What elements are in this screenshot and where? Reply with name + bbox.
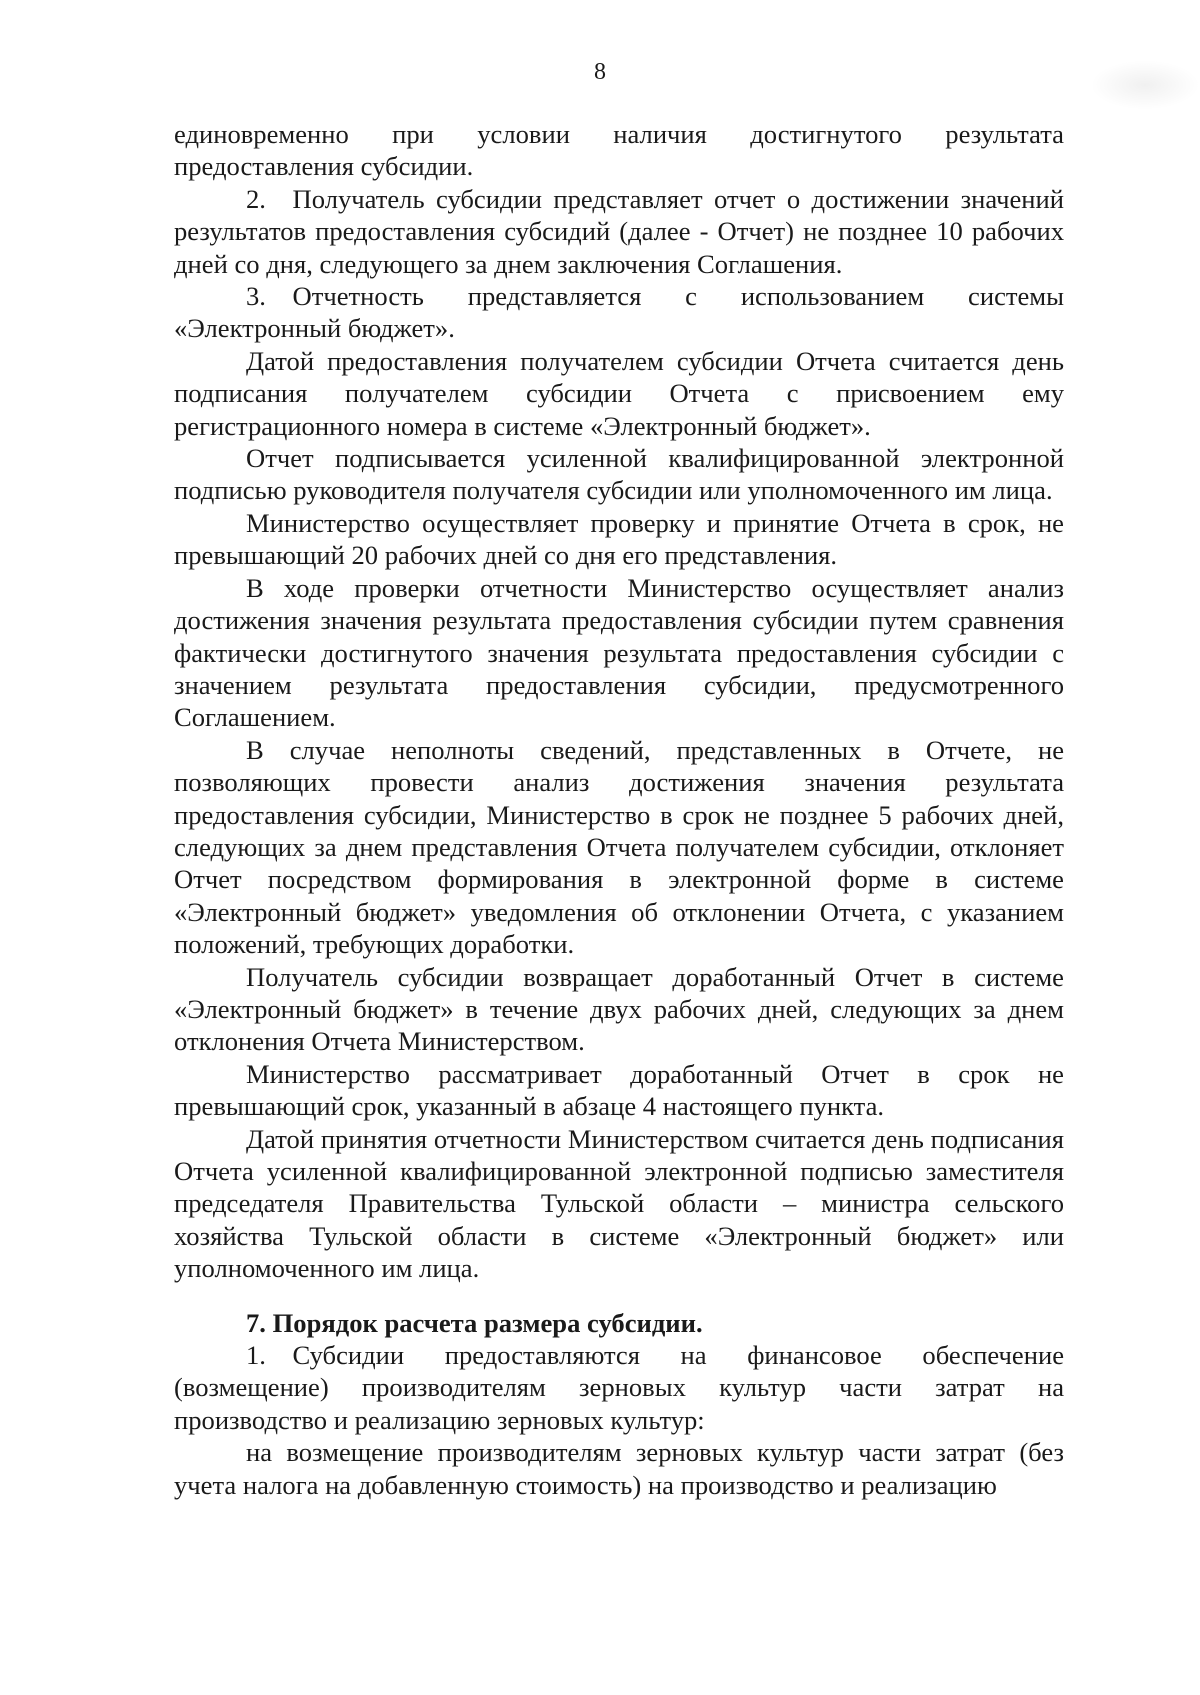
document-body	[174, 118, 1064, 1501]
section-heading: 7. Порядок расчета размера субсидии.	[246, 1307, 703, 1338]
paragraph-ministry-check: Министерство осуществляет проверку и принятие Отчета в срок, не превышающий 20 рабочих дней со дня его представления.	[174, 507, 1064, 571]
paragraph-acceptance-date: Датой принятия отчетности Министерством считается день подписания Отчета усиленной квалифицированной электронной подписью заместителя председателя Правительства Тульской области – министра сельского хозяйства Тульской области в системе «Электронный бюджет» или уполномоченного им лица.	[174, 1123, 1064, 1284]
paragraph-analysis: В ходе проверки отчетности Министерство осуществляет анализ достижения значения результата предоставления субсидии путем сравнения фактически достигнутого значения результата предоставления субсидии с значением результата предоставления субсидии, предусмотренного Соглашением.	[174, 572, 1064, 733]
section-paragraph-2: на возмещение производителям зерновых культур части затрат (без учета налога на добавленную стоимость) на производство и реализацию	[174, 1437, 1064, 1500]
paragraph-item-2: 2. Получатель субсидии представляет отчет о достижении значений результатов предоставления субсидий (далее - Отчет) не позднее 10 рабочих дней со дня, следующего за днем заключения Соглашения.	[174, 183, 1064, 279]
paragraph-report-signature: Отчет подписывается усиленной квалифицированной электронной подписью руководителя получателя субсидии или уполномоченного им лица.	[174, 443, 1064, 506]
paragraph-item-3: 3. Отчетность представляется с использованием системы «Электронный бюджет».	[174, 281, 1064, 344]
page-number: 8	[594, 59, 606, 85]
paragraph-continuation: единовременно при условии наличия достигнутого результата предоставления субсидии.	[174, 119, 1064, 182]
paragraph-return-report: Получатель субсидии возвращает доработанный Отчет в системе «Электронный бюджет» в течение двух рабочих дней, следующих за днем отклонения Отчета Министерством.	[174, 961, 1064, 1057]
paragraph-incomplete-info: В случае неполноты сведений, представленных в Отчете, не позволяющих провести анализ достижения значения результата предоставления субсидии, Министерство в срок не позднее 5 рабочих дней, следующих за днем представления Отчета получателем субсидии, отклоняет Отчет посредством формирования в электронной форме в системе «Электронный бюджет» уведомления об отклонении Отчета, с указанием положений, требующих доработки.	[174, 734, 1064, 960]
paragraph-report-date: Датой предоставления получателем субсидии Отчета считается день подписания получателем субсидии Отчета с присвоением ему регистрационного номера в системе «Электронный бюджет».	[174, 345, 1064, 441]
section-paragraph-1: 1. Субсидии предоставляются на финансовое обеспечение (возмещение) производителям зерновых культур части затрат на производство и реализацию зерновых культур:	[174, 1340, 1064, 1435]
paragraph-review-report: Министерство рассматривает доработанный Отчет в срок не превышающий срок, указанный в абзаце 4 настоящего пункта.	[174, 1058, 1064, 1122]
